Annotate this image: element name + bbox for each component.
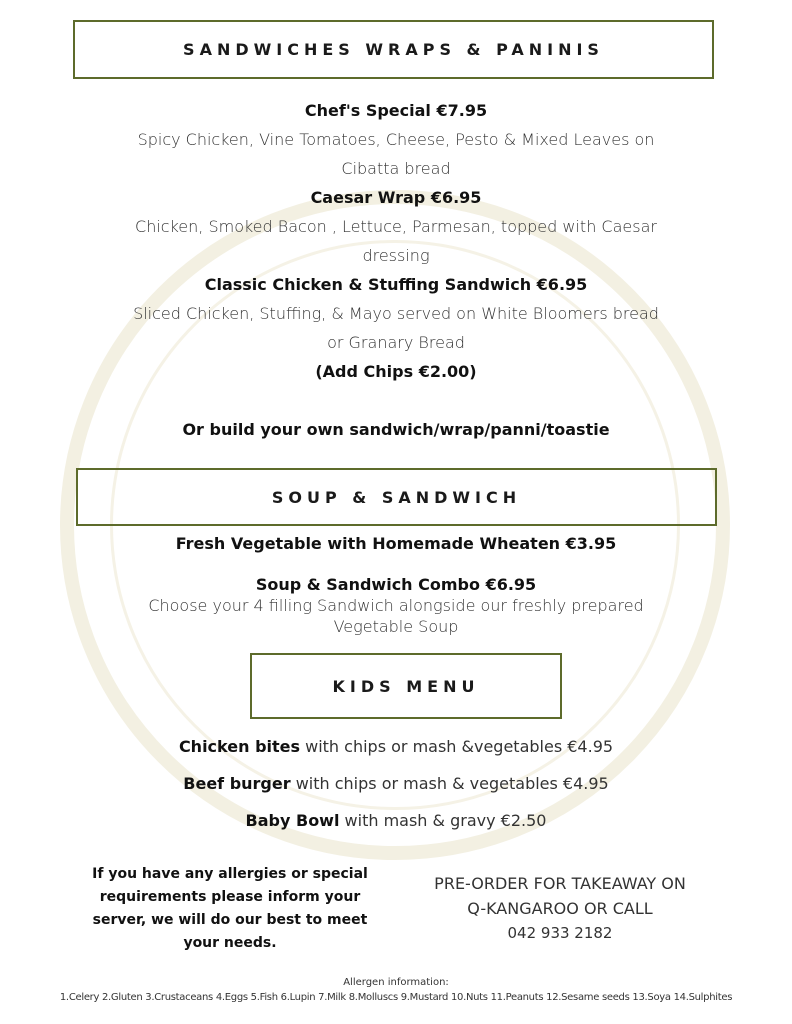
- section-header-soup: SOUP & SANDWICH: [76, 468, 717, 526]
- allergen-list: 1.Celery 2.Gluten 3.Crustaceans 4.Eggs 5.Fish 6.Lupin 7.Milk 8.Molluscs 9.Mustard 10.Nuts 11.Peanuts 12.Sesame seeds 13.Soya 14.Sulphites: [59, 992, 733, 1003]
- preorder-line: Q-KANGAROO OR CALL: [467, 899, 653, 918]
- item-desc: with chips or mash &vegetables €4.95: [300, 737, 614, 756]
- item-desc: Sliced Chicken, Stuffing, & Mayo served on White Bloomers bread: [133, 304, 659, 323]
- section-header-kids: KIDS MENU: [250, 653, 562, 719]
- item-name: Caesar Wrap €6.95: [310, 188, 482, 207]
- phone-number: 042 933 2182: [507, 924, 613, 942]
- build-own: Or build your own sandwich/wrap/panni/toastie: [182, 420, 610, 439]
- kids-item: [0, 811, 792, 830]
- item-name: Chicken bites: [178, 737, 301, 756]
- item-name: Classic Chicken & Stuffing Sandwich €6.95: [204, 275, 588, 294]
- item-name: Soup & Sandwich Combo €6.95: [255, 575, 537, 594]
- kids-item: [0, 737, 792, 756]
- soup-combo: [0, 574, 792, 637]
- item-name: Beef burger: [183, 774, 291, 793]
- item-desc: Choose your 4 filling Sandwich alongside our freshly prepared: [148, 596, 644, 615]
- item-desc: or Granary Bread: [327, 333, 465, 352]
- item-desc: with mash & gravy €2.50: [339, 811, 547, 830]
- preorder-line: PRE-ORDER FOR TAKEAWAY ON: [434, 874, 686, 893]
- soup-item: Fresh Vegetable with Homemade Wheaten €3.95: [175, 534, 617, 553]
- item-name: Chef's Special €7.95: [304, 101, 488, 120]
- allergy-note: If you have any allergies or special requirements please inform your server, we will do our best to meet your needs.: [92, 866, 368, 951]
- item-desc: Chicken, Smoked Bacon , Lettuce, Parmesan, topped with Caesar: [135, 217, 657, 236]
- item-desc: Cibatta bread: [341, 159, 451, 178]
- item-name: Baby Bowl: [245, 811, 340, 830]
- kids-item: [0, 774, 792, 793]
- item-desc: Vegetable Soup: [333, 617, 459, 636]
- allergen-title: Allergen information:: [343, 977, 449, 988]
- sandwiches-list: [0, 96, 792, 444]
- item-desc: Spicy Chicken, Vine Tomatoes, Cheese, Pesto & Mixed Leaves on: [137, 130, 655, 149]
- preorder-info: [400, 871, 720, 946]
- item-desc: dressing: [362, 246, 430, 265]
- section-header-sandwiches: SANDWICHES WRAPS & PANINIS: [73, 20, 714, 79]
- add-chips: (Add Chips €2.00): [315, 362, 477, 381]
- item-desc: with chips or mash & vegetables €4.95: [290, 774, 609, 793]
